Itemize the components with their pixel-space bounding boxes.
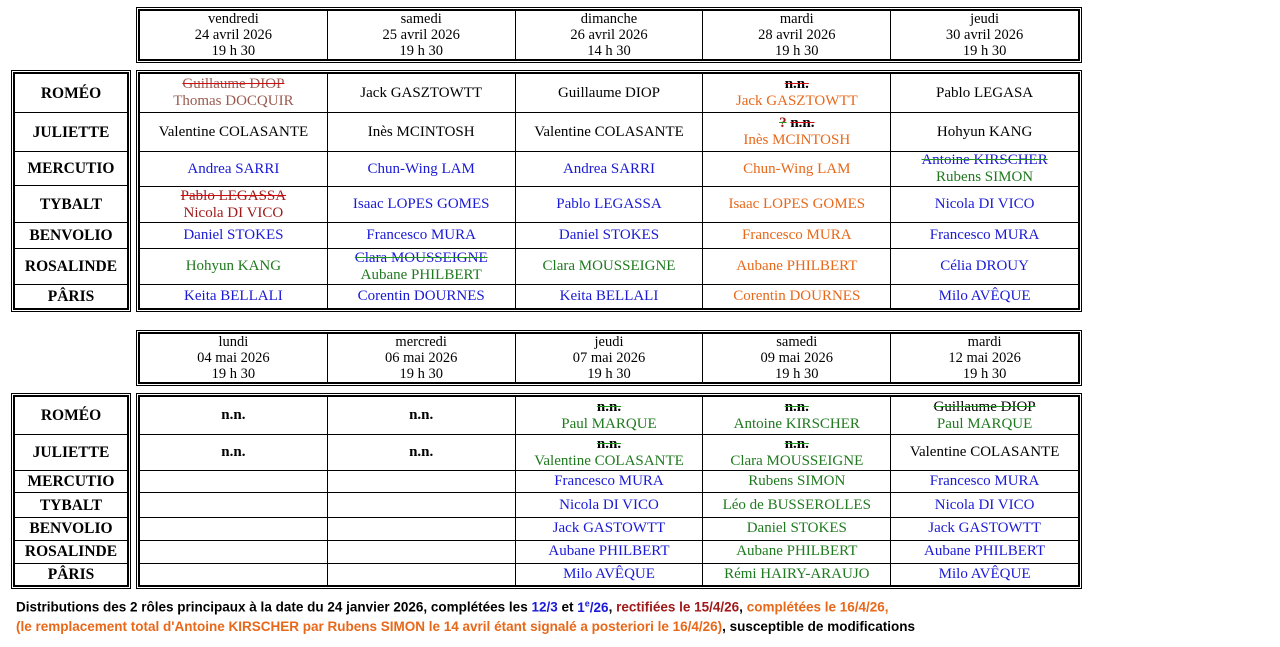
cast-cell <box>515 285 703 309</box>
date-day: jeudi <box>970 11 1000 27</box>
cast-cell <box>515 397 703 435</box>
dancer-name: Antoine KIRSCHER <box>733 415 860 432</box>
cast-cell <box>140 113 328 152</box>
dancer-name: Aubane PHILBERT <box>924 543 1046 560</box>
date-day: mardi <box>967 334 1002 350</box>
struck-nn: n.n. <box>790 115 815 131</box>
cast-cell <box>891 540 1079 563</box>
cast-cell <box>703 435 891 471</box>
cast-block-2 <box>136 393 1082 589</box>
date-day: dimanche <box>580 11 638 27</box>
cast-cell <box>140 187 328 223</box>
dancer-name: n.n. <box>409 407 434 424</box>
cast-cell <box>327 540 515 563</box>
date-time: 19 h 30 <box>962 366 1007 382</box>
struck-name: Guillaume DIOP <box>182 76 285 92</box>
cast-cell <box>515 540 703 563</box>
cast-cell <box>140 540 328 563</box>
dancer-name: Keita BELLALI <box>559 288 659 304</box>
dancer-name: Thomas DOCQUIR <box>173 93 294 109</box>
role-name: PÂRIS <box>15 563 128 585</box>
dancer-name: Chun-Wing LAM <box>367 160 475 177</box>
role-name: TYBALT <box>15 493 128 517</box>
cast-cell <box>327 397 515 435</box>
date-time: 19 h 30 <box>962 43 1007 59</box>
cast-cell <box>703 152 891 187</box>
dancer-name: Jack GASTOWTT <box>552 520 666 537</box>
footer-text-2b: , susceptible de modifications <box>722 619 915 634</box>
date-date: 06 mai 2026 <box>384 350 458 366</box>
cast-cell <box>891 493 1079 517</box>
role-name: ROMÉO <box>15 397 128 435</box>
role-name: TYBALT <box>15 186 128 222</box>
cast-cell <box>703 493 891 517</box>
dancer-name: Valentine COLASANTE <box>909 444 1060 461</box>
cast-cell <box>703 540 891 563</box>
dancer-name: Aubane PHILBERT <box>548 543 670 560</box>
dancer-name: Chun-Wing LAM <box>743 160 851 177</box>
date-date: 12 mai 2026 <box>948 350 1021 366</box>
cast-cell <box>140 249 328 285</box>
footer-date-1: 1 <box>577 599 585 615</box>
date-date: 24 avril 2026 <box>194 27 273 43</box>
dancer-name: Valentine COLASANTE <box>534 452 684 469</box>
role-name: ROMÉO <box>15 74 128 113</box>
footer-date-26: /26 <box>589 599 609 615</box>
dancer-name: Andrea SARRI <box>562 160 656 177</box>
cast-cell <box>891 397 1079 435</box>
dancer-name: n.n. <box>221 407 246 424</box>
date-header-cell <box>140 11 328 60</box>
dancer-name: Nicola DI VICO <box>934 496 1035 513</box>
cast-cell <box>327 74 515 113</box>
dancer-name: Hohyun KANG <box>936 123 1033 140</box>
cast-cell <box>515 249 703 285</box>
cast-cell <box>515 471 703 493</box>
dancer-name: Aubane PHILBERT <box>736 543 858 560</box>
dancer-name: Clara MOUSSEIGNE <box>730 452 864 469</box>
date-time: 19 h 30 <box>211 43 256 59</box>
footer-line-2 <box>16 619 915 634</box>
dancer-name: Inès MCINTOSH <box>367 123 475 140</box>
date-time: 19 h 30 <box>399 43 443 59</box>
cast-cell <box>891 249 1079 285</box>
struck-name: n.n. <box>784 398 809 415</box>
dancer-name: Valentine COLASANTE <box>158 123 309 140</box>
cast-cell <box>703 397 891 435</box>
date-time: 14 h 30 <box>587 43 631 59</box>
cast-cell <box>327 471 515 493</box>
cast-cell <box>703 74 891 113</box>
struck-name: Antoine KIRSCHER <box>921 152 1048 168</box>
date-time: 19 h 30 <box>587 366 631 382</box>
cast-cell <box>327 249 515 285</box>
cast-cell <box>140 435 328 471</box>
cast-cell <box>140 223 328 249</box>
cast-cell <box>515 187 703 223</box>
cast-cell <box>140 74 328 113</box>
dancer-name: n.n. <box>221 444 246 461</box>
cast-cell <box>140 563 328 585</box>
cast-cell <box>327 435 515 471</box>
dancer-name: Léo de BUSSEROLLES <box>722 496 871 513</box>
date-day: mercredi <box>395 334 447 350</box>
date-day: samedi <box>776 334 818 350</box>
dancer-name: Inès MCINTOSH <box>743 132 851 148</box>
dancer-name: Francesco MURA <box>742 227 852 243</box>
date-header-cell <box>515 11 703 60</box>
date-day: mardi <box>779 11 814 27</box>
cast-cell <box>140 471 328 493</box>
cast-cell <box>327 563 515 585</box>
cast-cell <box>891 471 1079 493</box>
cast-cell <box>140 493 328 517</box>
cast-cell <box>515 74 703 113</box>
role-name: ROSALINDE <box>15 248 128 284</box>
cast-cell <box>515 435 703 471</box>
dancer-name: Corentin DOURNES <box>357 288 485 304</box>
cast-cell <box>703 223 891 249</box>
date-date: 30 avril 2026 <box>945 27 1024 43</box>
footer-date-sup: e <box>584 598 590 608</box>
dancer-name: Aubane PHILBERT <box>736 258 858 274</box>
cast-cell <box>703 517 891 540</box>
cast-cell <box>703 563 891 585</box>
role-name: MERCUTIO <box>15 152 128 186</box>
roles-block-1 <box>11 70 131 312</box>
date-time: 19 h 30 <box>775 43 819 59</box>
footer-date-12-3: 12/3 <box>531 599 558 615</box>
date-day: samedi <box>400 11 442 27</box>
dancer-name: Andrea SARRI <box>187 160 280 177</box>
role-name: ROSALINDE <box>15 540 128 563</box>
cast-cell <box>703 187 891 223</box>
dancer-name: Francesco MURA <box>366 227 476 243</box>
dancer-name: Paul MARQUE <box>561 415 657 432</box>
date-header-cell <box>327 334 515 383</box>
struck-name: Clara MOUSSEIGNE <box>354 249 488 266</box>
cast-cell <box>327 187 515 223</box>
footer-text-1h: , <box>739 599 747 615</box>
cast-cell <box>327 223 515 249</box>
dancer-name: Milo AVÊQUE <box>938 565 1031 582</box>
footer-line-1 <box>16 598 889 615</box>
cast-cell <box>140 397 328 435</box>
dancer-name: Isaac LOPES GOMES <box>352 196 490 212</box>
footer-replacement-note: (le remplacement total d'Antoine KIRSCHER par Rubens SIMON le 14 avril étant signalé a posteriori le 16/4/26) <box>16 619 723 634</box>
date-time: 19 h 30 <box>211 366 256 382</box>
date-day: lundi <box>218 334 249 350</box>
dancer-name: Jack GASZTOWTT <box>360 84 483 101</box>
date-header-cell <box>703 334 891 383</box>
cast-cell <box>140 285 328 309</box>
role-name: PÂRIS <box>15 284 128 308</box>
date-header-cell <box>891 334 1079 383</box>
cast-cell <box>327 517 515 540</box>
dancer-name: Daniel STOKES <box>558 227 660 243</box>
cast-cell <box>891 74 1079 113</box>
struck-name: n.n. <box>784 76 809 92</box>
cast-cell <box>891 187 1079 223</box>
cast-cell <box>515 563 703 585</box>
dancer-name: Jack GASZTOWTT <box>735 93 858 109</box>
dancer-name: Nicola DI VICO <box>934 196 1035 212</box>
footer-rectified: rectifiées le 15/4/26 <box>616 599 740 615</box>
role-name: JULIETTE <box>15 113 128 152</box>
cast-cell <box>327 285 515 309</box>
cast-block-1 <box>136 70 1082 312</box>
header-block-1 <box>136 7 1082 63</box>
cast-cell <box>515 223 703 249</box>
date-date: 07 mai 2026 <box>572 350 646 366</box>
cast-cell <box>703 285 891 309</box>
dancer-name: Milo AVÊQUE <box>563 565 655 582</box>
dancer-name: Rémi HAIRY-ARAUJO <box>724 565 870 582</box>
dancer-name: Francesco MURA <box>929 473 1040 490</box>
footer-text-1a: Distributions des 2 rôles principaux à la date du 24 janvier 2026, complétées les <box>16 599 532 615</box>
roles-block-2 <box>11 393 131 589</box>
question-mark: ? <box>779 115 787 131</box>
dancer-name: Keita BELLALI <box>184 288 283 304</box>
role-name: JULIETTE <box>15 435 128 471</box>
footer-date-1-4 <box>577 600 608 615</box>
cast-cell <box>327 493 515 517</box>
dancer-name: Jack GASTOWTT <box>928 520 1041 537</box>
role-name: BENVOLIO <box>15 517 128 540</box>
cast-cell <box>703 249 891 285</box>
cast-cell <box>891 152 1079 187</box>
struck-name <box>703 115 890 132</box>
dancer-name: Célia DROUY <box>940 258 1029 274</box>
struck-name: n.n. <box>784 435 809 452</box>
date-day: jeudi <box>594 334 624 350</box>
dancer-name: Milo AVÊQUE <box>938 288 1031 304</box>
dancer-name: Daniel STOKES <box>746 520 847 537</box>
cast-cell <box>515 517 703 540</box>
struck-name: n.n. <box>596 435 622 452</box>
cast-cell <box>703 113 891 152</box>
role-name: MERCUTIO <box>15 471 128 493</box>
date-date: 25 avril 2026 <box>382 27 460 43</box>
date-header-cell <box>891 11 1079 60</box>
footer-text-1f: , <box>608 599 617 615</box>
cast-cell <box>515 113 703 152</box>
dancer-name: Rubens SIMON <box>936 169 1034 185</box>
dancer-name: n.n. <box>409 444 434 461</box>
date-date: 26 avril 2026 <box>570 27 648 43</box>
dancer-name: Nicola DI VICO <box>183 204 284 221</box>
dancer-name: Rubens SIMON <box>748 473 846 490</box>
date-date: 04 mai 2026 <box>197 350 270 366</box>
struck-name: Pablo LEGASSA <box>180 187 287 204</box>
cast-cell <box>891 223 1079 249</box>
dancer-name: Francesco MURA <box>554 473 664 490</box>
date-day: vendredi <box>208 11 259 27</box>
header-block-2 <box>136 330 1082 386</box>
cast-cell <box>891 435 1079 471</box>
cast-cell <box>515 493 703 517</box>
dancer-name: Daniel STOKES <box>183 227 284 243</box>
cast-cell <box>891 517 1079 540</box>
dancer-name: Aubane PHILBERT <box>360 266 482 283</box>
date-header-cell <box>515 334 703 383</box>
date-header-cell <box>327 11 515 60</box>
dancer-name: Corentin DOURNES <box>733 288 861 304</box>
date-date: 09 mai 2026 <box>760 350 834 366</box>
cast-cell <box>891 113 1079 152</box>
dancer-name: Francesco MURA <box>929 227 1040 243</box>
cast-cell <box>140 152 328 187</box>
date-time: 19 h 30 <box>399 366 443 382</box>
dancer-name: Clara MOUSSEIGNE <box>542 258 676 274</box>
cast-cell <box>515 152 703 187</box>
dancer-name: Paul MARQUE <box>936 415 1033 432</box>
date-time: 19 h 30 <box>775 366 819 382</box>
cast-cell <box>703 471 891 493</box>
date-date: 28 avril 2026 <box>758 27 836 43</box>
struck-name: n.n. <box>596 398 622 415</box>
cast-cell <box>327 152 515 187</box>
cast-cell <box>327 113 515 152</box>
dancer-name: Valentine COLASANTE <box>534 123 684 140</box>
dancer-name: Hohyun KANG <box>185 258 282 274</box>
date-header-cell <box>703 11 891 60</box>
cast-cell <box>891 563 1079 585</box>
dancer-name: Guillaume DIOP <box>557 84 661 101</box>
cast-cell <box>140 517 328 540</box>
dancer-name: Nicola DI VICO <box>559 496 659 513</box>
footer-completed: complétées le 16/4/26, <box>746 599 889 615</box>
date-header-cell <box>140 334 328 383</box>
struck-name: Guillaume DIOP <box>933 398 1036 415</box>
dancer-name: Isaac LOPES GOMES <box>728 196 866 212</box>
footer-text-1c: et <box>557 599 578 615</box>
dancer-name: Pablo LEGASA <box>936 84 1034 101</box>
role-name: BENVOLIO <box>15 222 128 248</box>
dancer-name: Pablo LEGASSA <box>556 196 662 212</box>
cast-cell <box>891 285 1079 309</box>
